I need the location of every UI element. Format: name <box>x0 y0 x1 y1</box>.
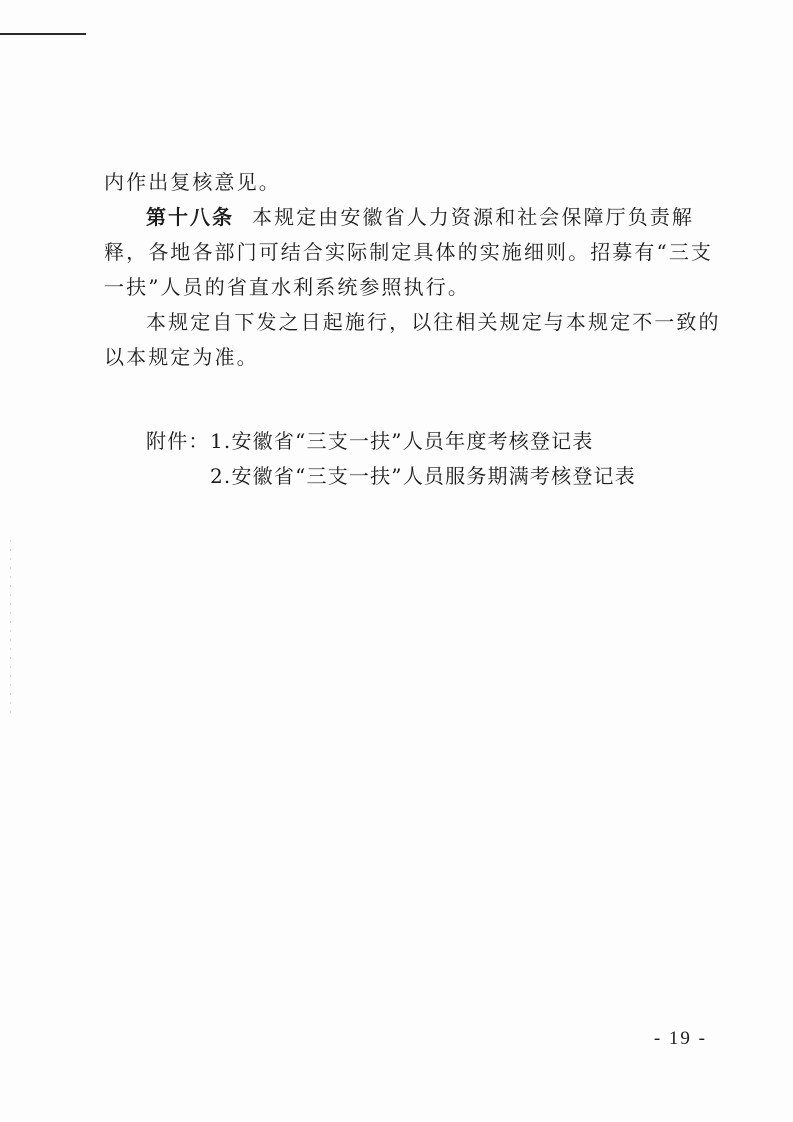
article-18-paragraph <box>146 203 694 231</box>
article-number: 第十八条 <box>146 205 234 229</box>
header-rule <box>0 33 86 35</box>
effective-line-1: 本规定自下发之日起施行，以往相关规定与本规定不一致的 <box>146 310 721 334</box>
attachments-label: 附件： <box>146 429 210 453</box>
article-18-line-2: 释，各地各部门可结合实际制定具体的实施细则。招募有“三支 <box>104 240 714 264</box>
article-18-line-3: 一扶”人员的省直水利系统参照执行。 <box>104 275 470 299</box>
article-18-line-1: 本规定由安徽省人力资源和社会保障厅负责解 <box>252 205 694 229</box>
attachment-item-2: 2.安徽省“三支一扶”人员服务期满考核登记表 <box>210 464 636 488</box>
page-number: - 19 - <box>653 1028 707 1049</box>
scan-artifact <box>10 540 11 720</box>
effective-line-2: 以本规定为准。 <box>104 345 259 369</box>
attachment-item-1: 1.安徽省“三支一扶”人员年度考核登记表 <box>210 429 594 453</box>
body-line-1: 内作出复核意见。 <box>104 170 281 194</box>
